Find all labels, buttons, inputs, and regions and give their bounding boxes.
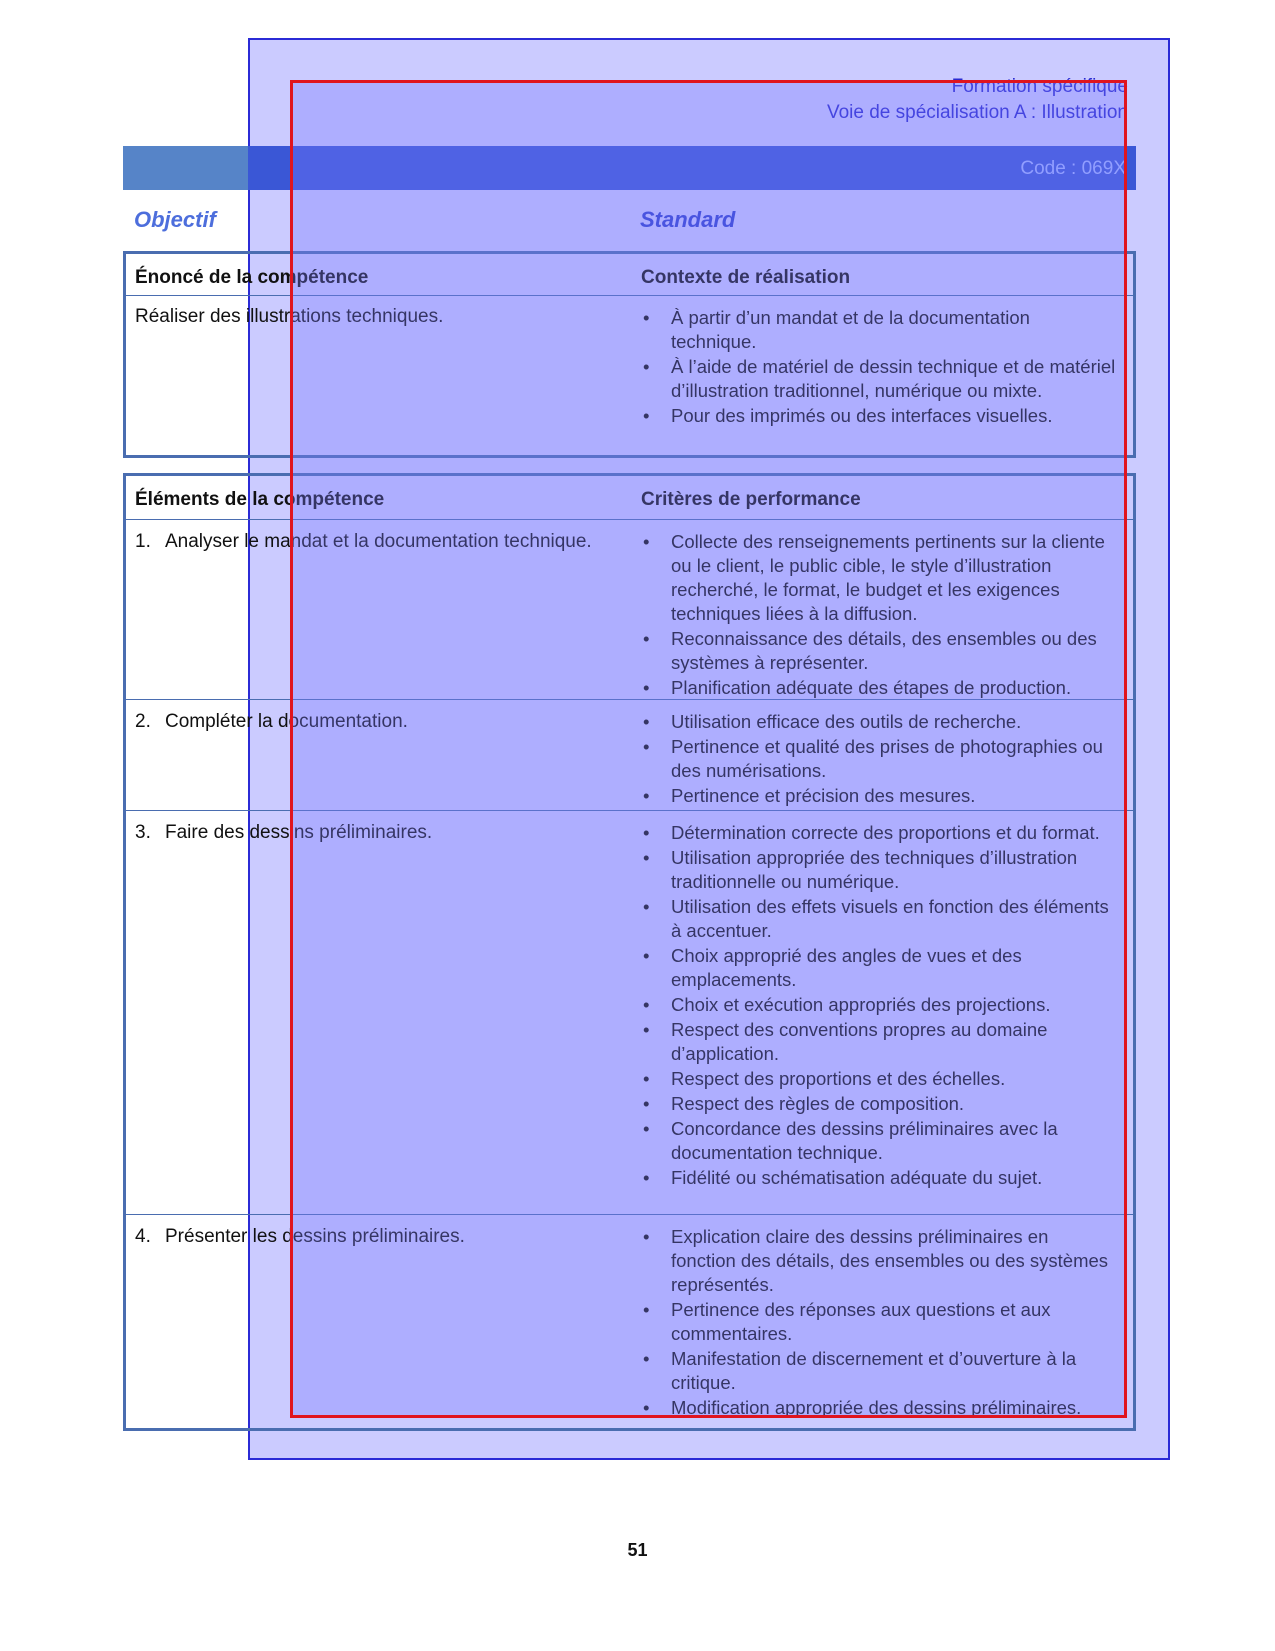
competency-code: Code : 069X bbox=[1020, 158, 1126, 179]
criterion-item: • Reconnaissance des détails, des ensembles ou des systèmes à représenter. bbox=[641, 627, 1116, 675]
criterion-item: • Choix et exécution appropriés des projections. bbox=[641, 993, 1116, 1017]
criterion-item: • Respect des proportions et des échelles. bbox=[641, 1067, 1116, 1091]
criterion-item: • Manifestation de discernement et d’ouverture à la critique. bbox=[641, 1347, 1116, 1395]
criterion-item: • Pertinence des réponses aux questions et aux commentaires. bbox=[641, 1298, 1116, 1346]
criterion-item: • Collecte des renseignements pertinents sur la cliente ou le client, le public cible, le style d’illustration recherché, le format, le budget et les exigences techniques liées à la diffusion. bbox=[641, 530, 1116, 626]
element-text: Présenter les dessins préliminaires. bbox=[165, 1226, 465, 1247]
element-text: Compléter la documentation. bbox=[165, 711, 408, 732]
criterion-item: • Explication claire des dessins préliminaires en fonction des détails, des ensembles ou des systèmes représentés. bbox=[641, 1225, 1116, 1297]
criterion-item: • Respect des conventions propres au domaine d’application. bbox=[641, 1018, 1116, 1066]
overlay-inner-region bbox=[290, 80, 1127, 1418]
criterion-item: • Modification appropriée des dessins préliminaires. bbox=[641, 1396, 1116, 1420]
element-number: 1. bbox=[135, 531, 151, 552]
criteria-column-header: Critères de performance bbox=[641, 489, 861, 510]
objective-heading: Objectif bbox=[134, 207, 216, 232]
header-program-type: Formation spécifique bbox=[951, 76, 1128, 97]
criterion-item: • Respect des règles de composition. bbox=[641, 1092, 1116, 1116]
standard-heading: Standard bbox=[640, 207, 736, 232]
criterion-item: • Planification adéquate des étapes de production. bbox=[641, 676, 1116, 700]
criterion-item: • Utilisation efficace des outils de recherche. bbox=[641, 710, 1116, 734]
statement-column-header: Énoncé de la compétence bbox=[135, 267, 369, 288]
criterion-item: • Pertinence et qualité des prises de photographies ou des numérisations. bbox=[641, 735, 1116, 783]
criterion-item: • Concordance des dessins préliminaires avec la documentation technique. bbox=[641, 1117, 1116, 1165]
criterion-item: • Fidélité ou schématisation adéquate du sujet. bbox=[641, 1166, 1116, 1190]
context-item: • Pour des imprimés ou des interfaces visuelles. bbox=[641, 404, 1116, 428]
element-text: Analyser le mandat et la documentation technique. bbox=[165, 531, 592, 552]
criterion-item: • Choix approprié des angles de vues et des emplacements. bbox=[641, 944, 1116, 992]
code-banner-accent bbox=[123, 146, 248, 190]
page-number: 51 bbox=[627, 1540, 648, 1560]
element-number: 4. bbox=[135, 1226, 151, 1247]
context-item: • À l’aide de matériel de dessin technique et de matériel d’illustration traditionnel, numérique ou mixte. bbox=[641, 355, 1116, 403]
elements-column-header: Éléments de la compétence bbox=[135, 489, 385, 510]
header-specialization: Voie de spécialisation A : Illustration bbox=[826, 102, 1128, 123]
context-column-header: Contexte de réalisation bbox=[641, 267, 851, 288]
criterion-item: • Pertinence et précision des mesures. bbox=[641, 784, 1116, 808]
competence-statement: Réaliser des illustrations techniques. bbox=[135, 306, 444, 327]
criterion-item: • Détermination correcte des proportions et du format. bbox=[641, 821, 1116, 845]
criterion-item: • Utilisation appropriée des techniques d’illustration traditionnelle ou numérique. bbox=[641, 846, 1116, 894]
element-number: 2. bbox=[135, 711, 151, 732]
criterion-item: • Utilisation des effets visuels en fonction des éléments à accentuer. bbox=[641, 895, 1116, 943]
element-number: 3. bbox=[135, 822, 151, 843]
element-text: Faire des dessins préliminaires. bbox=[165, 822, 433, 843]
context-item: • À partir d’un mandat et de la documentation technique. bbox=[641, 306, 1116, 354]
